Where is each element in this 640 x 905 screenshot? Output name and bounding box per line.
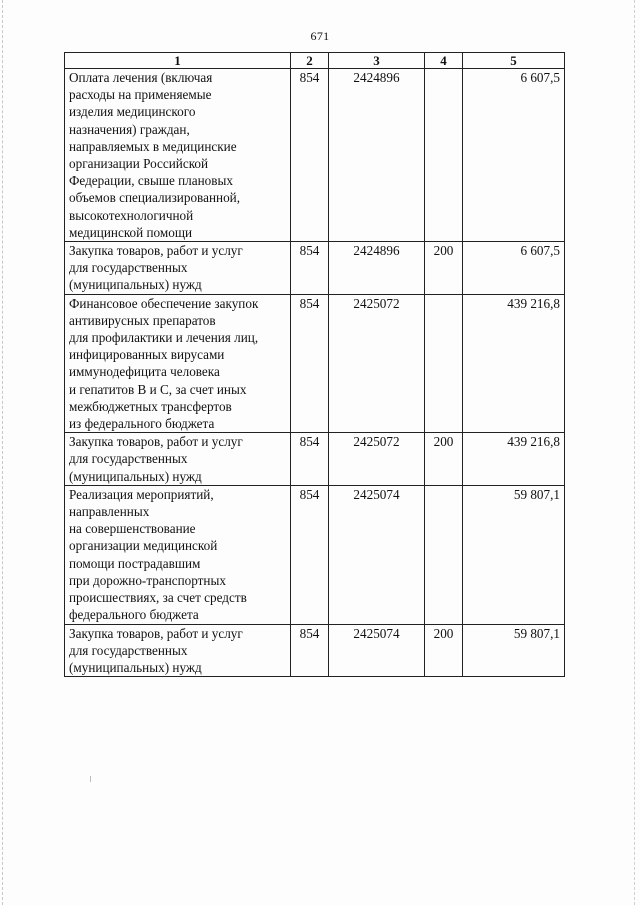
header-row [65, 53, 565, 69]
row-code-cell: 854 [291, 624, 329, 677]
row-name-line: Финансовое обеспечение закупок [69, 295, 259, 311]
row-amount-cell: 6 607,5 [463, 242, 565, 295]
row-name-line: направленных [69, 504, 150, 520]
page-number: 671 [310, 29, 330, 43]
row-type-cell: 200 [425, 242, 463, 295]
row-amount-cell: 59 807,1 [463, 624, 565, 677]
row-name-line: для государственных [69, 642, 188, 658]
row-name-line: для государственных [69, 451, 188, 467]
row-code-cell: 854 [291, 433, 329, 486]
row-name-line: и гепатитов B и C, за счет иных [69, 381, 247, 397]
row-type-cell [425, 485, 463, 624]
row-name-cell [65, 294, 291, 433]
table-row [65, 433, 565, 486]
row-name-line: медицинской помощи [69, 224, 193, 240]
header-col-5: 5 [463, 53, 565, 69]
table-header [65, 53, 565, 69]
table-row [65, 294, 565, 433]
row-name-line: из федерального бюджета [69, 416, 215, 432]
row-name-cell [65, 242, 291, 295]
scan-artifact [90, 776, 91, 782]
row-name-line: Закупка товаров, работ и услуг [69, 243, 243, 259]
row-name-line: (муниципальных) нужд [69, 659, 202, 675]
row-target-cell: 2425072 [329, 433, 425, 486]
row-name-line: изделия медицинского [69, 104, 196, 120]
row-name-line: при дорожно-транспортных [69, 572, 226, 588]
row-target-cell: 2425072 [329, 294, 425, 433]
row-target-cell: 2424896 [329, 69, 425, 242]
row-target-cell: 2425074 [329, 485, 425, 624]
row-name-cell [65, 624, 291, 677]
scan-edge-left [2, 0, 4, 905]
row-name-line: на совершенствование [69, 521, 196, 537]
row-name-cell [65, 485, 291, 624]
row-name-line: Закупка товаров, работ и услуг [69, 434, 243, 450]
row-name-line: (муниципальных) нужд [69, 277, 202, 293]
row-name-line: иммунодефицита человека [69, 364, 220, 380]
row-name-line: Закупка товаров, работ и услуг [69, 625, 243, 641]
header-col-1: 1 [65, 53, 291, 69]
row-type-cell [425, 69, 463, 242]
header-col-2: 2 [291, 53, 329, 69]
row-name-line: для государственных [69, 260, 188, 276]
row-code-cell: 854 [291, 294, 329, 433]
row-name-line: для профилактики и лечения лиц, [69, 330, 259, 346]
row-name-line: направляемых в медицинские [69, 138, 237, 154]
table-row [65, 485, 565, 624]
row-target-cell: 2425074 [329, 624, 425, 677]
row-name-line: Оплата лечения (включая [69, 70, 213, 85]
header-col-4: 4 [425, 53, 463, 69]
table-body [65, 69, 565, 677]
row-code-cell: 854 [291, 485, 329, 624]
header-col-3: 3 [329, 53, 425, 69]
row-name-line: организации Российской [69, 156, 209, 172]
row-name-line: организации медицинской [69, 538, 218, 554]
row-name-line: (муниципальных) нужд [69, 468, 202, 484]
table-row [65, 242, 565, 295]
row-code-cell: 854 [291, 69, 329, 242]
row-name-line: федерального бюджета [69, 607, 199, 623]
row-target-cell: 2424896 [329, 242, 425, 295]
row-name-line: Реализация мероприятий, [69, 486, 214, 502]
scan-edge-right [634, 0, 636, 905]
row-name-line: высокотехнологичной [69, 207, 194, 223]
table-row [65, 624, 565, 677]
row-amount-cell: 59 807,1 [463, 485, 565, 624]
row-type-cell [425, 294, 463, 433]
row-name-line: происшествиях, за счет средств [69, 590, 247, 606]
row-name-line: помощи пострадавшим [69, 555, 201, 571]
row-name-line: инфицированных вирусами [69, 347, 225, 363]
row-name-line: межбюджетных трансфертов [69, 398, 232, 414]
row-code-cell: 854 [291, 242, 329, 295]
row-amount-cell: 439 216,8 [463, 433, 565, 486]
budget-table [64, 52, 565, 677]
row-amount-cell: 439 216,8 [463, 294, 565, 433]
row-type-cell: 200 [425, 433, 463, 486]
table-row [65, 69, 565, 242]
row-name-line: расходы на применяемые [69, 87, 212, 103]
row-name-line: Федерации, свыше плановых [69, 173, 233, 189]
row-name-cell [65, 69, 291, 242]
row-name-line: объемов специализированной, [69, 190, 241, 206]
row-type-cell: 200 [425, 624, 463, 677]
row-name-line: назначения) граждан, [69, 121, 190, 137]
row-name-line: антивирусных препаратов [69, 312, 216, 328]
row-amount-cell: 6 607,5 [463, 69, 565, 242]
row-name-cell [65, 433, 291, 486]
